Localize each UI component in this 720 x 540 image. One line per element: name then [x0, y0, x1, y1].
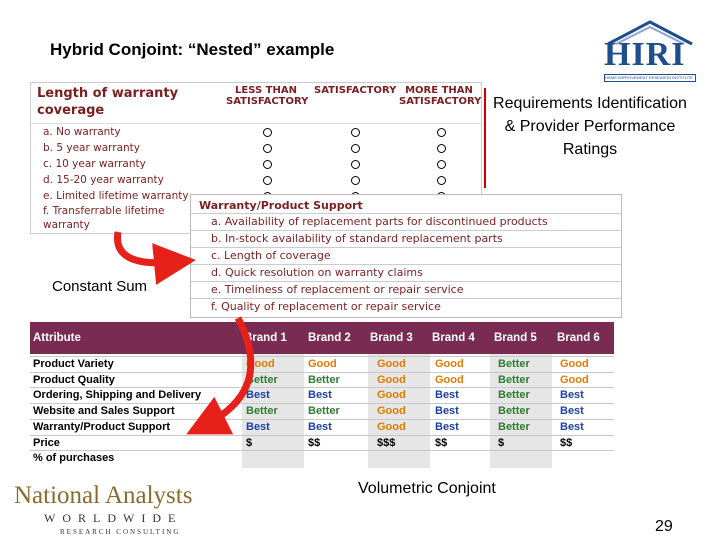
- table-cell: $$: [308, 436, 321, 449]
- header-brand: Brand 1: [244, 332, 287, 344]
- table-cell: Better: [498, 358, 530, 370]
- table-cell: Good: [377, 405, 406, 418]
- header-brand: Brand 3: [370, 332, 413, 344]
- option-row: c. 10 year warranty: [43, 158, 146, 170]
- rating-radio[interactable]: [263, 176, 272, 185]
- question-heading: Warranty/Product Support: [199, 199, 363, 212]
- table-cell: Best: [560, 405, 584, 418]
- table-cell: Good: [435, 358, 464, 370]
- table-cell: Good: [560, 358, 589, 370]
- hiri-tagline: HOME IMPROVEMENT RESEARCH INSTITUTE: [604, 74, 696, 82]
- support-item: c. Length of coverage: [211, 249, 331, 262]
- table-cell: Good: [377, 420, 406, 433]
- rating-radio[interactable]: [263, 160, 272, 169]
- table-cell: Best: [435, 405, 459, 418]
- table-cell: Better: [308, 373, 340, 386]
- arrow-to-constant-sum: [117, 232, 175, 263]
- table-cell: Good: [246, 358, 275, 370]
- table-cell: Best: [435, 389, 459, 402]
- table-cell: $: [246, 436, 253, 449]
- logo-line: WORLDWIDE: [44, 511, 183, 525]
- option-row: b. 5 year warranty: [43, 142, 141, 154]
- table-cell: Better: [308, 405, 340, 418]
- rating-radio[interactable]: [437, 160, 446, 169]
- table-cell: $$: [435, 436, 448, 449]
- rating-radio[interactable]: [437, 128, 446, 137]
- hiri-logo: [600, 18, 700, 80]
- attribute-label: Product Variety: [33, 358, 114, 370]
- warranty-support-question: [190, 194, 622, 318]
- support-item: a. Availability of replacement parts for discontinued products: [211, 215, 548, 228]
- header-attribute: Attribute: [33, 332, 81, 344]
- attribute-label: Website and Sales Support: [33, 405, 175, 418]
- column-satisfactory: SATISFACTORY: [314, 85, 397, 96]
- table-cell: Best: [246, 389, 270, 402]
- header-brand: Brand 4: [432, 332, 475, 344]
- page-title: Hybrid Conjoint: “Nested” example: [50, 40, 335, 59]
- option-row: f. Transferrable lifetime warranty: [43, 205, 165, 231]
- table-cell: $$: [560, 436, 573, 449]
- table-header: [30, 322, 614, 354]
- attribute-label: Product Quality: [33, 373, 115, 386]
- header-brand: Brand 2: [308, 332, 351, 344]
- brand-comparison-table: [30, 322, 614, 468]
- table-cell: Good: [377, 373, 406, 386]
- table-cell: Best: [560, 420, 584, 433]
- table-cell: Good: [308, 358, 337, 370]
- attribute-label: Ordering, Shipping and Delivery: [33, 389, 202, 402]
- attribute-label: Price: [33, 436, 60, 449]
- table-cell: Better: [498, 405, 530, 418]
- support-item: f. Quality of replacement or repair service: [211, 300, 441, 313]
- table-cell: $$$: [377, 436, 396, 449]
- hiri-logo-text: HIRI: [604, 36, 686, 73]
- support-item: d. Quick resolution on warranty claims: [211, 266, 423, 279]
- rating-radio[interactable]: [351, 160, 360, 169]
- table-cell: Best: [435, 420, 459, 433]
- table-cell: Better: [498, 389, 530, 402]
- constant-sum-label: Constant Sum: [52, 278, 148, 295]
- support-item: b. In-stock availability of standard replacement parts: [211, 232, 503, 245]
- requirements-label: Requirements Identification & Provider Performance Ratings: [493, 95, 687, 158]
- table-cell: Best: [308, 389, 332, 402]
- logo-line: RESEARCH CONSULTING: [60, 528, 181, 536]
- table-cell: Better: [246, 405, 278, 418]
- rating-radio[interactable]: [437, 144, 446, 153]
- attribute-label: Warranty/Product Support: [33, 420, 171, 433]
- table-cell: $: [498, 436, 505, 449]
- table-cell: Best: [560, 389, 584, 402]
- national-analysts-logo: [14, 482, 214, 540]
- column-more-than-satisfactory: MORE THAN SATISFACTORY: [399, 85, 482, 107]
- volumetric-conjoint-label: Volumetric Conjoint: [358, 480, 496, 497]
- table-cell: Good: [560, 373, 589, 386]
- table-cell: Better: [246, 373, 278, 386]
- table-cell: Best: [246, 420, 270, 433]
- column-less-than-satisfactory: LESS THAN SATISFACTORY: [226, 85, 309, 107]
- table-cell: Good: [377, 389, 406, 402]
- header-brand: Brand 5: [494, 332, 537, 344]
- option-row: d. 15-20 year warranty: [43, 174, 164, 186]
- rating-radio[interactable]: [351, 144, 360, 153]
- header-brand: Brand 6: [557, 332, 600, 344]
- page-number: 29: [655, 518, 673, 535]
- rating-radio[interactable]: [263, 128, 272, 137]
- attribute-label: % of purchases: [33, 452, 115, 465]
- logo-line: National Analysts: [14, 482, 193, 509]
- rating-radio[interactable]: [351, 176, 360, 185]
- rating-radio[interactable]: [351, 128, 360, 137]
- table-cell: Better: [498, 373, 530, 386]
- table-cell: Best: [308, 420, 332, 433]
- table-cell: Better: [498, 420, 530, 433]
- rating-radio[interactable]: [263, 144, 272, 153]
- option-row: a. No warranty: [43, 126, 121, 138]
- table-cell: Good: [377, 358, 406, 370]
- question-heading: Length of warranty coverage: [37, 86, 179, 118]
- option-row: e. Limited lifetime warranty: [43, 190, 189, 202]
- table-cell: Good: [435, 373, 464, 386]
- rating-radio[interactable]: [437, 176, 446, 185]
- support-item: e. Timeliness of replacement or repair service: [211, 283, 464, 296]
